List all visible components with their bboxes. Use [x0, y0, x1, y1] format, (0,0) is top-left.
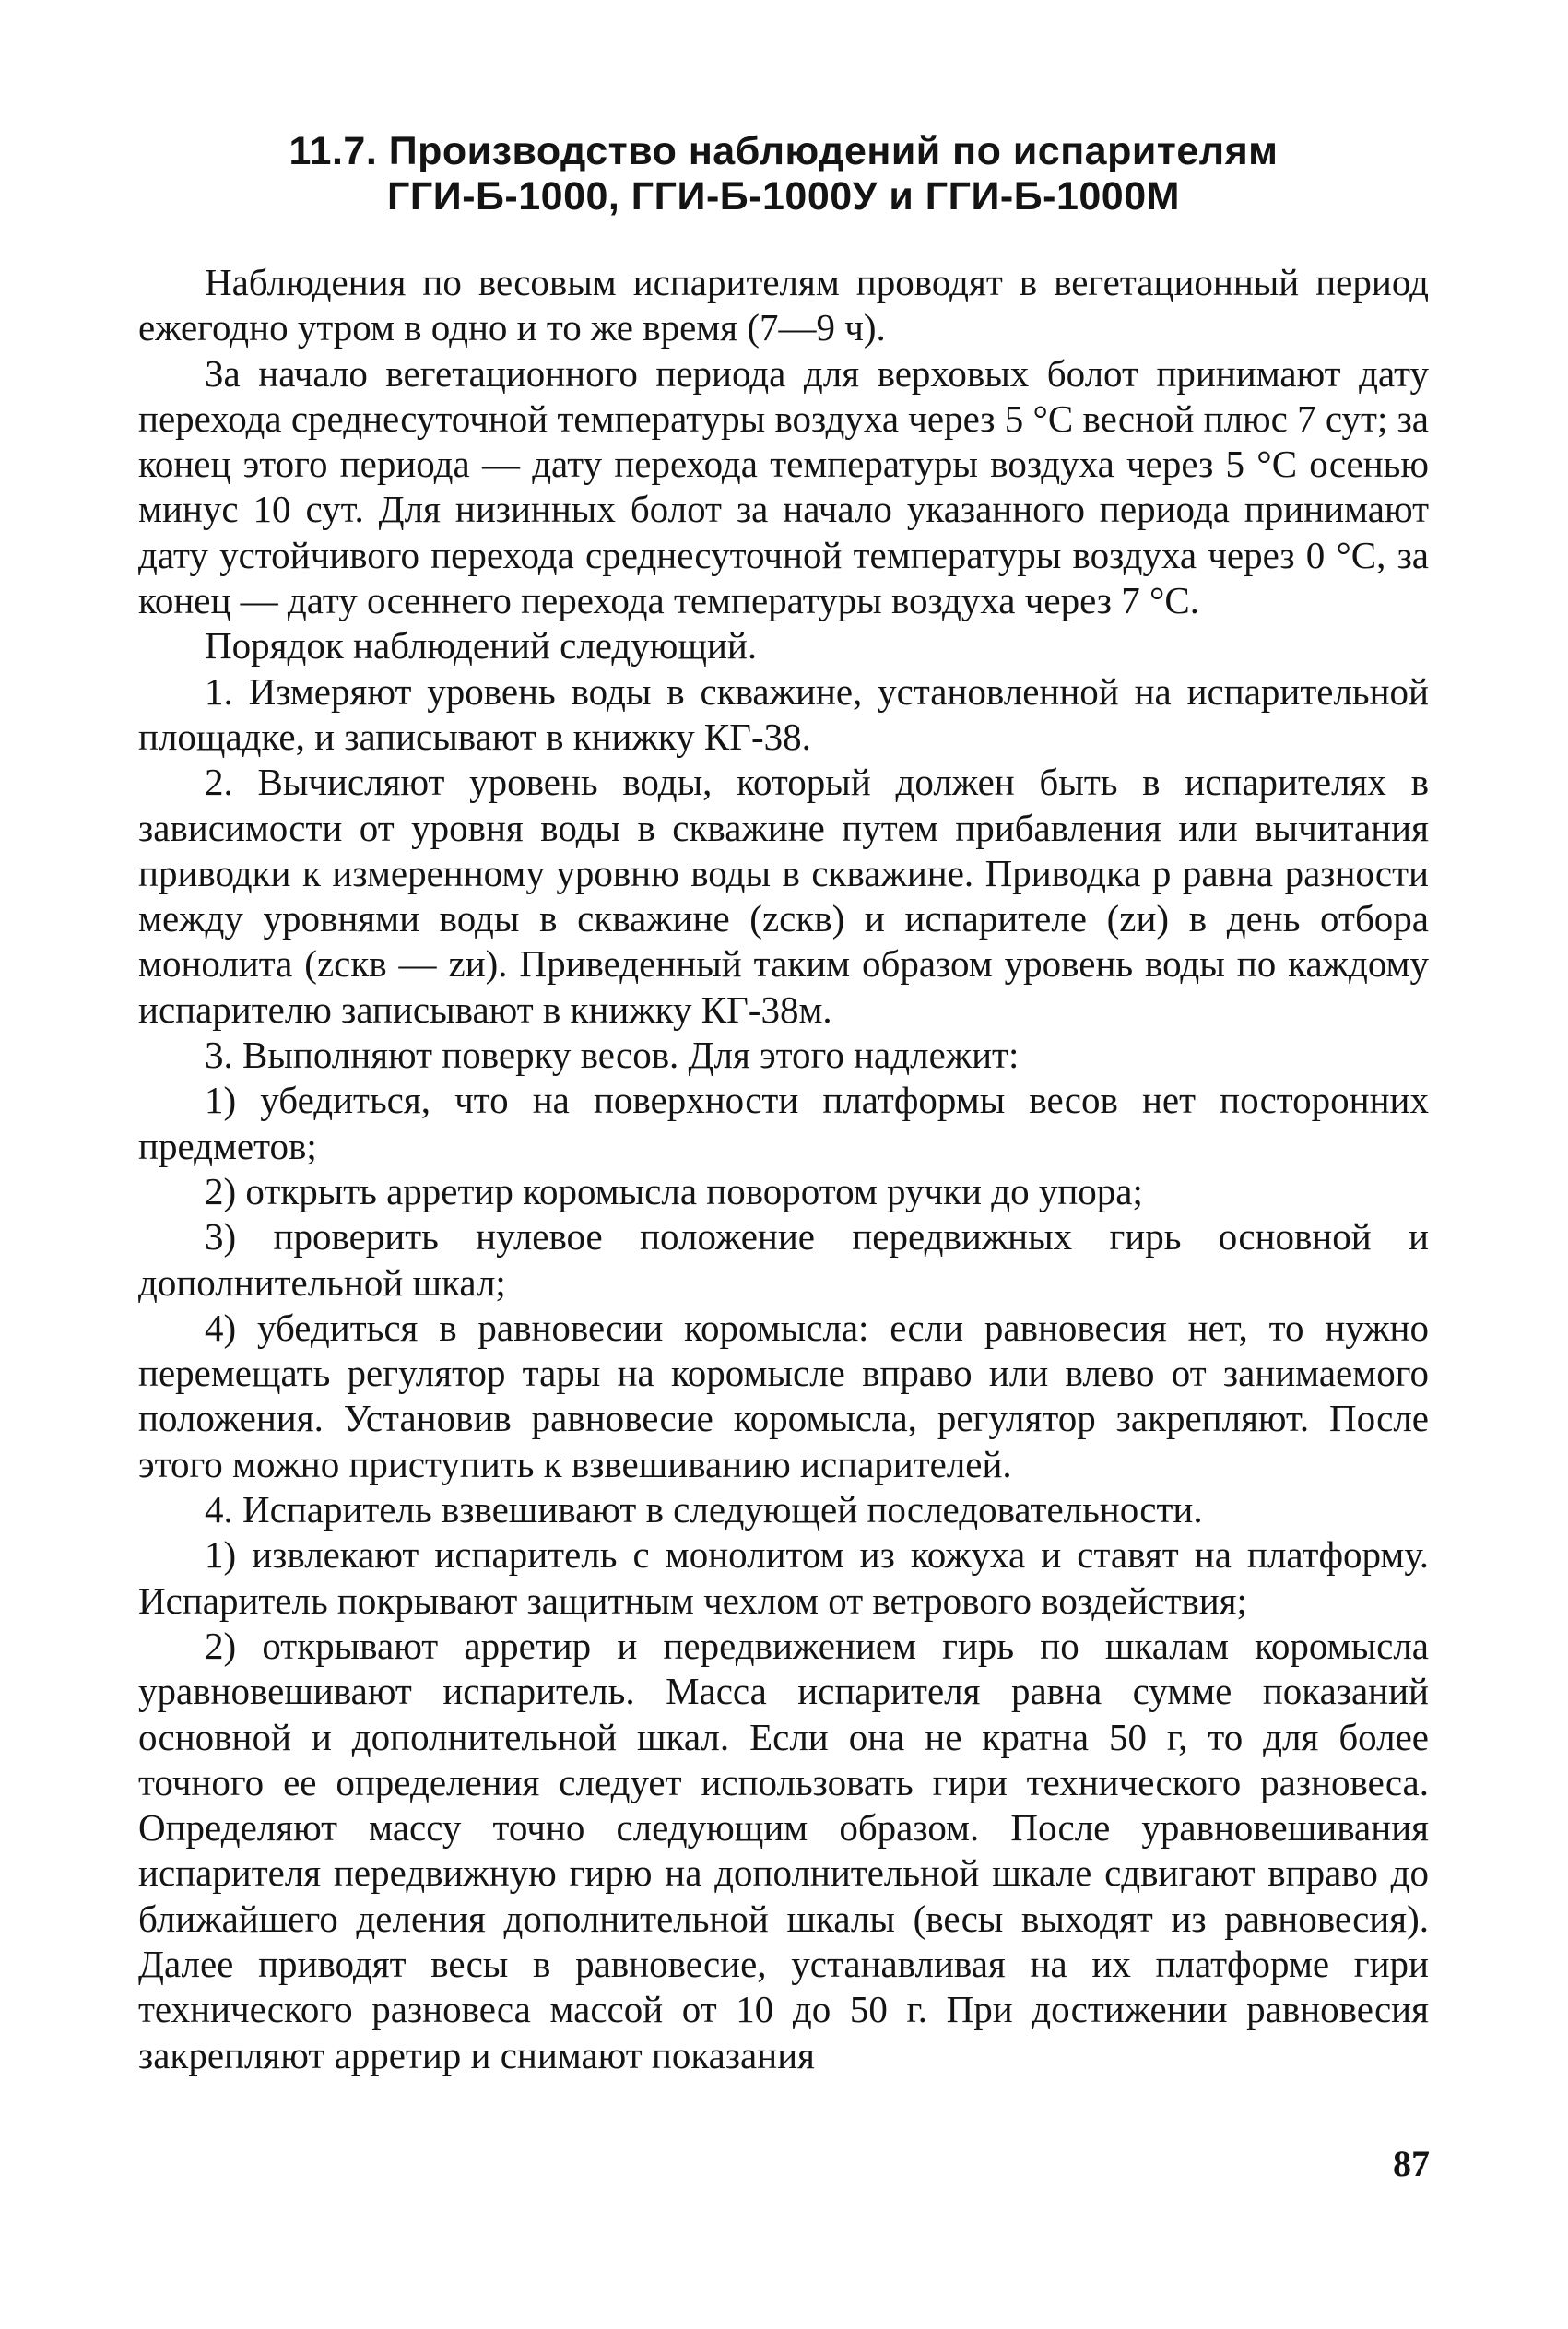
paragraph-step-3: 3. Выполняют поверку весов. Для этого надлежит: — [205, 1034, 1020, 1077]
paragraph-intro: Наблюдения по весовым испарителям проводят в вегетационный период ежегодно утром в одно и то же время (7—9 ч). — [138, 261, 1429, 349]
body-text — [138, 260, 1429, 2078]
paragraph-step-4: 4. Испаритель взвешивают в следующей последовательности. — [205, 1488, 1203, 1531]
paragraph-order: Порядок наблюдений следующий. — [205, 624, 758, 668]
paragraph-step-3-item-2: 2) открыть арретир коромысла поворотом ручки до упора; — [205, 1169, 1143, 1212]
section-heading-line-2: ГГИ-Б-1000, ГГИ-Б-1000У и ГГИ-Б-1000М — [387, 174, 1180, 219]
paragraph-step-4-item-1: 1) извлекают испаритель с монолитом из кожуха и ставят на платформу. Испаритель покрывают защитным чехлом от ветрового воздействия; — [138, 1533, 1429, 1622]
document-page — [138, 129, 1429, 2078]
section-heading — [138, 129, 1429, 219]
paragraph-step-3-item-3: 3) проверить нулевое положение передвижных гирь основной и дополнительной шкал; — [138, 1215, 1429, 1304]
paragraph-step-1: 1. Измеряют уровень воды в скважине, установленной на испарительной площадке, и записывают в книжку КГ-38. — [138, 669, 1429, 758]
section-heading-line-1: 11.7. Производство наблюдений по испарителям — [289, 129, 1279, 173]
paragraph-step-3-item-1: 1) убедиться, что на поверхности платформы весов нет посторонних предметов; — [138, 1079, 1429, 1167]
paragraph-step-4-item-2: 2) открывают арретир и передвижением гирь по шкалам коромысла уравновешивают испаритель. Масса испарителя равна сумме показаний основной и дополнительной шкал. Если она не кратна 50 г, то для более точного ее определения следует использовать гири технического разновеса. Определяют массу точно следующим образом. После уравновешивания испарителя передвижную гирю на дополнительной шкале сдвигают вправо до ближайшего деления дополнительной шкалы (весы выходят из равновесия). Далее приводят весы в равновесие, устанавливая на их платформе гири технического разновеса массой от 10 до 50 г. При достижении равновесия закрепляют арретир и снимают показания — [138, 1624, 1429, 2076]
paragraph-step-2: 2. Вычисляют уровень воды, который должен быть в испарителях в зависимости от уровня воды в скважине путем прибавления или вычитания приводки к измеренному уровню воды в скважине. Приводка p равна разности между уровнями воды в скважине (zскв) и испарителе (zи) в день отбора монолита (zскв — zи). Приведенный таким образом уровень воды по каждому испарителю записывают в книжку КГ-38м. — [138, 761, 1429, 1031]
page-number: 87 — [1393, 2143, 1430, 2184]
paragraph-step-3-item-4: 4) убедиться в равновесии коромысла: если равновесия нет, то нужно перемещать регулятор тары на коромысле вправо или влево от занимаемого положения. Установив равновесие коромысла, регулятор закрепляют. После этого можно приступить к взвешиванию испарителей. — [138, 1306, 1429, 1485]
paragraph-vegetation-period: За начало вегетационного периода для верховых болот принимают дату перехода среднесуточной температуры воздуха через 5 °С весной плюс 7 сут; за конец этого периода — дату перехода температуры воздуха через 5 °С осенью минус 10 сут. Для низинных болот за начало указанного периода принимают дату устойчивого перехода среднесуточной температуры воздуха через 0 °С, за конец — дату осеннего перехода температуры воздуха через 7 °С. — [138, 351, 1429, 622]
